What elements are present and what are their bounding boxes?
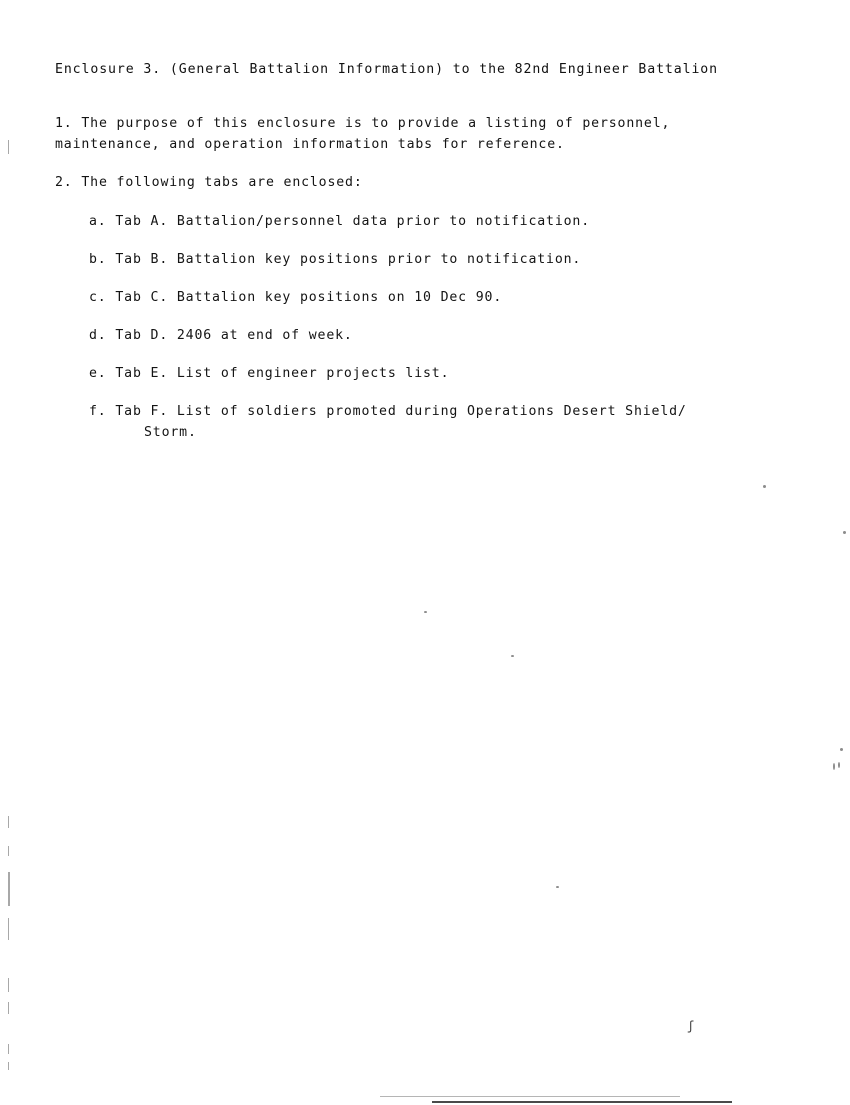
list-item — [55, 211, 815, 232]
document-body — [55, 62, 815, 460]
scan-edge-mark — [8, 1044, 9, 1054]
scan-bottom-rule — [380, 1096, 680, 1097]
list-item — [55, 363, 815, 384]
scan-edge-mark — [8, 978, 9, 992]
scan-edge-mark — [8, 918, 9, 940]
tab-item-label: f. Tab F. List of soldiers promoted during Operations Desert Shield/ — [89, 404, 687, 419]
scan-speck — [424, 611, 427, 613]
tab-item-label: c. Tab C. Battalion key positions on 10 Dec 90. — [89, 290, 503, 305]
tab-item-label-continuation: Storm. — [144, 425, 197, 440]
scan-edge-mark — [8, 1002, 9, 1014]
document-title: Enclosure 3. (General Battalion Information) to the 82nd Engineer Battalion — [55, 62, 718, 77]
scan-speck — [833, 763, 835, 770]
tab-item-label: b. Tab B. Battalion key positions prior to notification. — [89, 252, 582, 267]
stray-glyph: ʃ — [687, 1019, 695, 1033]
scan-edge-mark — [8, 872, 10, 906]
scan-speck — [556, 886, 559, 888]
scan-edge-mark — [8, 816, 9, 828]
tab-list — [55, 211, 815, 443]
tab-item-label: a. Tab A. Battalion/personnel data prior to notification. — [89, 214, 591, 229]
list-item — [55, 249, 815, 270]
scan-speck — [763, 485, 766, 488]
paragraph-2 — [55, 172, 815, 193]
scan-speck — [838, 762, 840, 768]
scan-edge-mark — [8, 140, 9, 154]
scan-edge-mark — [8, 1062, 9, 1070]
scan-speck — [840, 748, 843, 751]
scan-bottom-rule-dark — [432, 1101, 732, 1103]
paragraph-1-line-2: maintenance, and operation information tabs for reference. — [55, 137, 565, 152]
paragraph-1 — [55, 113, 815, 155]
scan-edge-mark — [8, 846, 9, 856]
tab-item-label: d. Tab D. 2406 at end of week. — [89, 328, 353, 343]
tab-item-label: e. Tab E. List of engineer projects list. — [89, 366, 450, 381]
list-item — [55, 287, 815, 308]
paragraph-2-line-1: 2. The following tabs are enclosed: — [55, 175, 363, 190]
list-item — [55, 401, 815, 443]
scan-speck — [511, 655, 514, 657]
list-item — [55, 325, 815, 346]
paragraph-1-line-1: 1. The purpose of this enclosure is to provide a listing of personnel, — [55, 116, 671, 131]
scan-speck — [843, 531, 846, 534]
